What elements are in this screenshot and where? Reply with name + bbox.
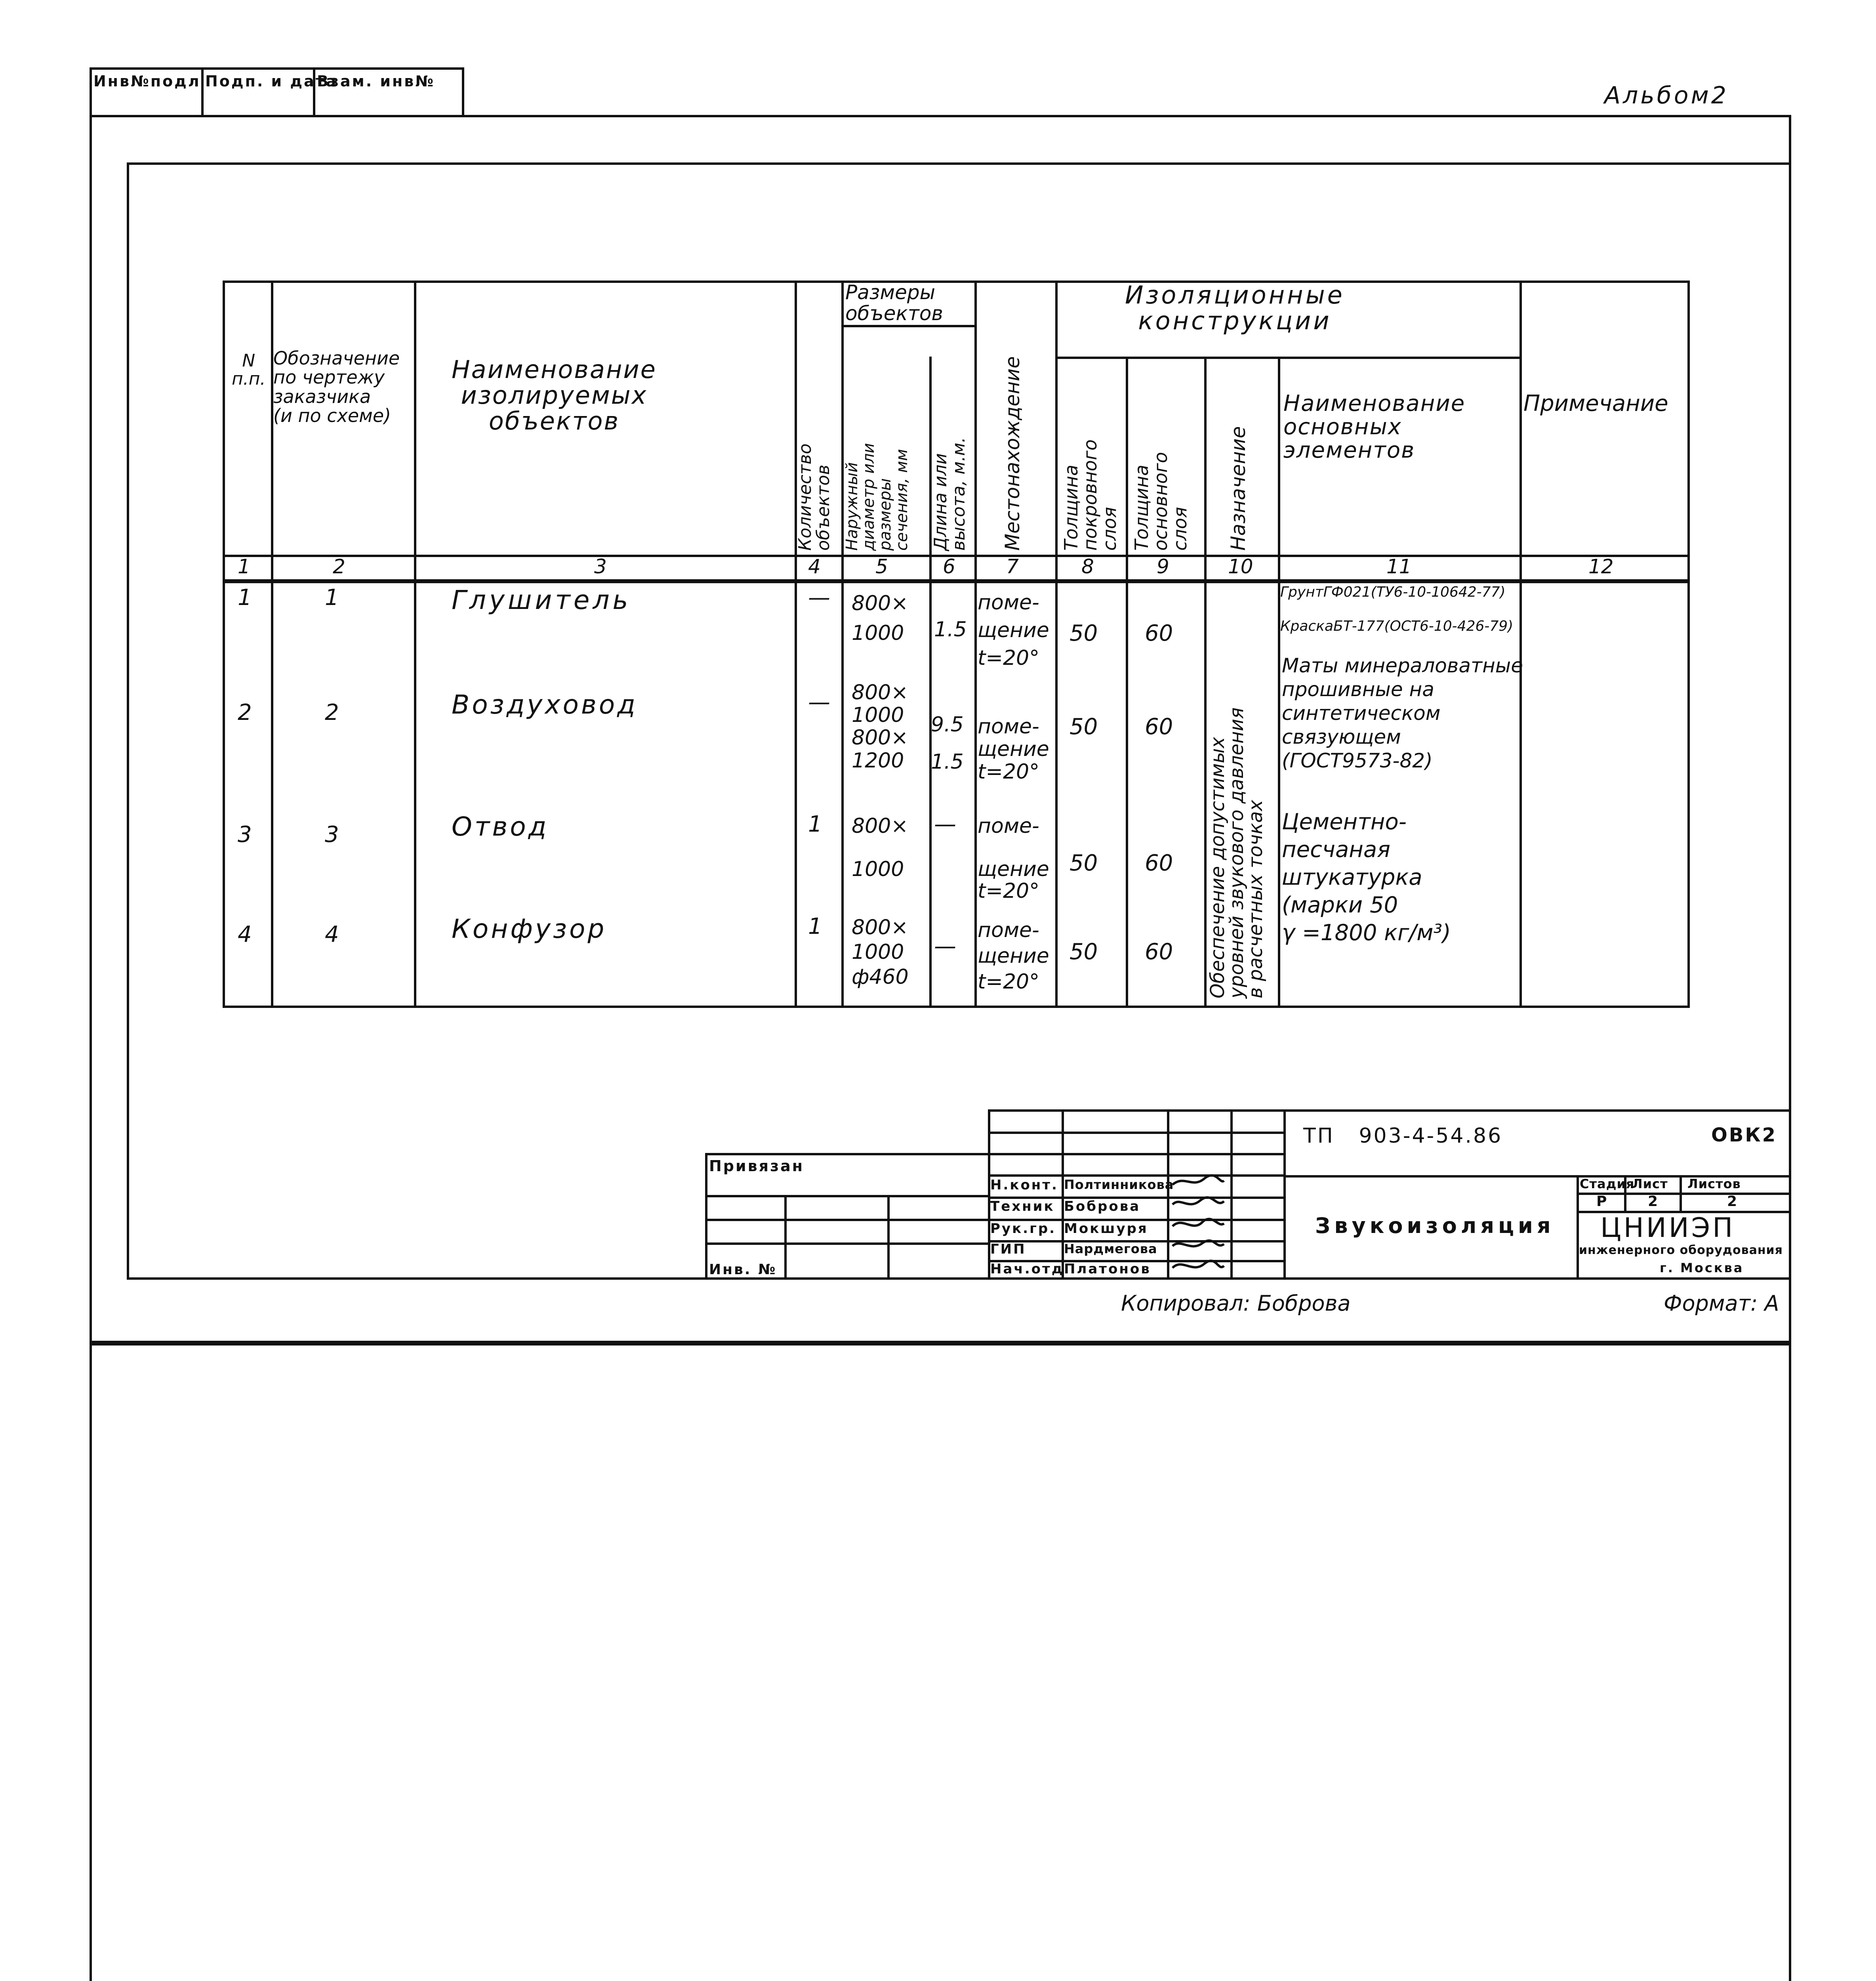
row2-size: 800× 1000 800× 1200 <box>852 681 908 773</box>
stage-label: Стадия <box>1580 1176 1635 1191</box>
row2-base: 60 <box>1145 714 1173 740</box>
stamp-signature-date: Подп. и дата <box>205 73 338 90</box>
header-qty: Количество объектов <box>795 443 834 551</box>
col-number: 9 <box>1157 555 1169 578</box>
row2-cover: 50 <box>1070 714 1098 740</box>
stage-value: Р <box>1596 1193 1609 1210</box>
element-paint: КраскаБТ-177(ОСТ6-10-426-79) <box>1280 618 1514 634</box>
role-4: ГИП <box>990 1241 1026 1257</box>
role-1: Н.конт. <box>990 1177 1058 1193</box>
row2-length: 9.5 1.5 <box>931 713 964 774</box>
row2-num: 2 <box>238 700 252 725</box>
role-2: Техник <box>990 1199 1055 1214</box>
row4-base: 60 <box>1145 939 1173 965</box>
row4-designation: 4 <box>325 922 339 947</box>
row3-designation: 3 <box>325 822 339 847</box>
sheet-value: 2 <box>1648 1193 1660 1210</box>
row2-name: Воздуховод <box>452 689 638 720</box>
row4-name: Конфузор <box>452 914 607 944</box>
name-4: Нардмегова <box>1064 1241 1157 1256</box>
role-5: Нач.отд <box>990 1261 1064 1277</box>
col-number: 5 <box>875 555 888 578</box>
doc-code: ТП 903-4-54.86 <box>1303 1124 1503 1148</box>
album-label: Альбом2 <box>1604 82 1729 109</box>
sheets-value: 2 <box>1727 1193 1739 1210</box>
row4-size: 800× 1000 ф460 <box>852 916 909 989</box>
row1-qty: — <box>808 585 830 611</box>
header-cover-thickness: Толщина покровного слоя <box>1060 439 1120 551</box>
signatures-image <box>1169 1173 1228 1280</box>
element-plaster: Цементно- песчаная штукатурка (марки 50 γ =1800 кг/м³) <box>1282 809 1451 946</box>
header-location: Местонахождение <box>1001 356 1024 551</box>
header-base-thickness: Толщина основного слоя <box>1131 452 1191 551</box>
col-number: 3 <box>594 555 607 578</box>
copied-by: Копировал: Боброва <box>1121 1291 1351 1316</box>
row2-location: поме- щение t=20° <box>978 715 1049 784</box>
row3-qty: 1 <box>808 811 822 837</box>
row4-num: 4 <box>238 922 252 947</box>
row3-base: 60 <box>1145 850 1173 876</box>
element-primer: ГрунтГФ021(ТУ6-10-10642-77) <box>1280 584 1506 600</box>
city: г. Москва <box>1660 1260 1744 1275</box>
stamp-divider <box>201 67 204 117</box>
sheet-code: ОВК2 <box>1711 1124 1777 1146</box>
sheets-label: Листов <box>1687 1176 1741 1191</box>
row2-designation: 2 <box>325 700 339 725</box>
row3-name: Отвод <box>452 811 549 842</box>
drawing-title: Звукоизоляция <box>1315 1213 1555 1238</box>
header-insulation-group: Изоляционные конструкции <box>1125 281 1345 336</box>
stamp-inv-original: Инв№подл <box>93 73 201 90</box>
row4-cover: 50 <box>1070 939 1098 965</box>
row1-designation: 1 <box>325 585 339 611</box>
col-number: 10 <box>1228 555 1253 578</box>
organization-sub: инженерного оборудования <box>1579 1243 1783 1257</box>
row4-qty: 1 <box>808 914 822 939</box>
row1-length: 1.5 <box>934 618 967 641</box>
row4-location: поме- щение t=20° <box>978 918 1049 994</box>
row3-cover: 50 <box>1070 850 1098 876</box>
stamp-replaced-inv: Взам. инв№ <box>317 73 435 90</box>
sheet-label: Лист <box>1632 1176 1668 1191</box>
element-mats: Маты минераловатные прошивные на синтетическом связующем (ГОСТ9573-82) <box>1282 654 1523 772</box>
col-number: 6 <box>943 555 955 578</box>
row1-location: поме- щение t=20° <box>978 591 1049 670</box>
header-size-length: Длина или высота, м.м. <box>930 437 969 551</box>
row3-location: поме- щение t=20° <box>978 814 1049 903</box>
header-purpose: Назначение <box>1227 426 1250 551</box>
header-note: Примечание <box>1523 391 1668 416</box>
row3-size: 800× 1000 <box>852 814 908 882</box>
privyazan-label: Привязан <box>709 1157 805 1175</box>
row4-length: — <box>934 933 956 959</box>
inv-label: Инв. № <box>709 1262 777 1278</box>
header-sizes-group: Размеры объектов <box>845 281 943 325</box>
header-elements: Наименование основных элементов <box>1283 391 1466 463</box>
col-number: 2 <box>333 555 345 578</box>
col-number: 7 <box>1006 555 1019 578</box>
header-designation: Обозначение по чертежу заказчика (и по схеме) <box>273 347 400 426</box>
name-3: Мокшуря <box>1064 1221 1148 1237</box>
row2-qty: — <box>808 689 830 715</box>
row3-num: 3 <box>238 822 252 847</box>
row3-length: — <box>934 811 956 837</box>
header-num: N п.п. <box>232 351 266 389</box>
organization: ЦНИИЭП <box>1600 1212 1735 1244</box>
header-name: Наименование изолируемых объектов <box>452 355 657 436</box>
row1-name: Глушитель <box>452 585 631 615</box>
name-1: Полтинникова <box>1064 1177 1174 1192</box>
row1-num: 1 <box>238 585 252 611</box>
row1-size: 800× 1000 <box>852 592 908 645</box>
name-5: Платонов <box>1064 1261 1151 1277</box>
col-number: 12 <box>1588 555 1614 578</box>
header-size-outer: Наружный диаметр или размеры сечения, мм <box>843 443 911 551</box>
lower-frame <box>90 1343 1791 1981</box>
col-number: 4 <box>808 555 821 578</box>
purpose-text: Обеспечение допустимых уровней звукового давления в расчетных точках <box>1207 707 1267 998</box>
col-number: 1 <box>238 555 250 578</box>
col-number: 8 <box>1081 555 1094 578</box>
format-label: Формат: А <box>1664 1291 1779 1316</box>
row1-cover: 50 <box>1070 620 1098 646</box>
role-3: Рук.гр. <box>990 1221 1056 1237</box>
col-number: 11 <box>1386 555 1412 578</box>
row1-base: 60 <box>1145 620 1173 646</box>
name-2: Боброва <box>1064 1199 1141 1214</box>
